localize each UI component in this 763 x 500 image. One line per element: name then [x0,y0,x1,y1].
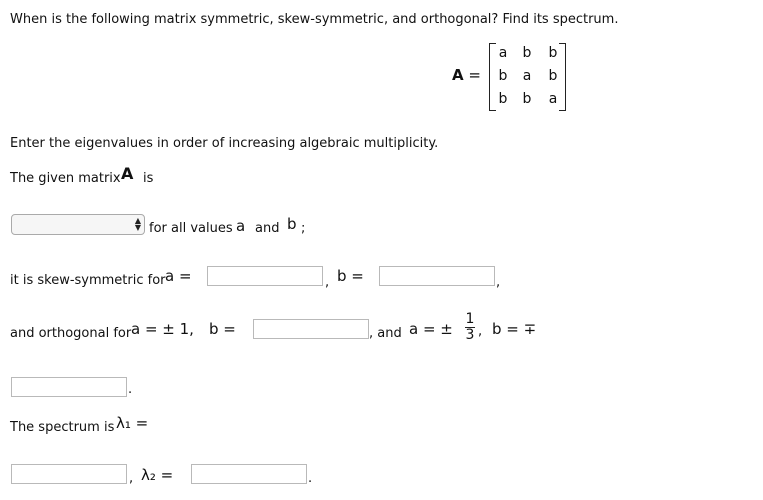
matrix-cell: a [522,68,532,84]
matrix-cell: b [548,68,558,84]
lambda-1-input[interactable] [11,464,127,484]
matrix-equals: = [468,66,481,84]
matrix-cell: b [548,45,558,61]
orthogonal-b-mp: b = ∓ [492,320,537,338]
skew-a-eq: a = [165,267,192,285]
lambda-1-label: λ₁ = [116,414,149,432]
orthogonal-b-input[interactable] [253,319,369,339]
skew-comma-2: , [496,275,501,290]
fraction-one-third [462,313,478,342]
matrix-name: A [452,66,464,84]
matrix-cell: b [522,91,532,107]
fraction-numerator: 1 [465,311,475,327]
given-var: A [121,164,134,183]
var-a: a [236,217,246,235]
matrix-label [452,66,481,84]
matrix-cell: b [498,68,508,84]
spectrum-period: . [308,471,313,486]
lambda-2-input[interactable] [191,464,307,484]
for-all-values-text: for all values [149,221,233,236]
given-suffix: is [143,171,154,186]
var-b: b [287,215,297,233]
orthogonal-prefix: and orthogonal for [10,326,132,341]
skew-b-eq: b = [337,267,364,285]
skew-prefix: it is skew-symmetric for [10,273,166,288]
spectrum-prefix: The spectrum is [10,420,115,435]
skew-b-input[interactable] [379,266,495,286]
matrix-cell: a [498,45,508,61]
orthogonal-b-eq-visible: b = [209,320,236,338]
lambda-2-label: λ₂ = [141,466,174,484]
orthogonal-a-pm: a = ± [409,320,453,338]
skew-a-input[interactable] [207,266,323,286]
given-prefix: The given matrix [10,171,121,186]
question-text: When is the following matrix symmetric, skew-symmetric, and orthogonal? Find its spectrum. [10,12,619,27]
matrix-cell: b [498,91,508,107]
spectrum-comma: , [129,471,134,486]
semicolon: ; [301,221,306,236]
orthogonal-comma-and: , and [369,326,402,341]
instruction-text: Enter the eigenvalues in order of increasing algebraic multiplicity. [10,136,439,151]
dropdown-arrows-icon: ▲ ▼ [134,216,141,232]
skew-comma-1: , [325,275,330,290]
matrix-cell: b [522,45,532,61]
orthogonal-a-pm-1: a = ± 1, [131,320,194,338]
symmetry-dropdown[interactable] [11,214,145,235]
fraction-comma: , [478,324,483,339]
orthogonal-period: . [128,382,133,397]
orthogonal-extra-input[interactable] [11,377,127,397]
and-text: and [255,221,280,236]
fraction-denominator: 3 [465,327,475,343]
matrix-cell: a [548,91,558,107]
